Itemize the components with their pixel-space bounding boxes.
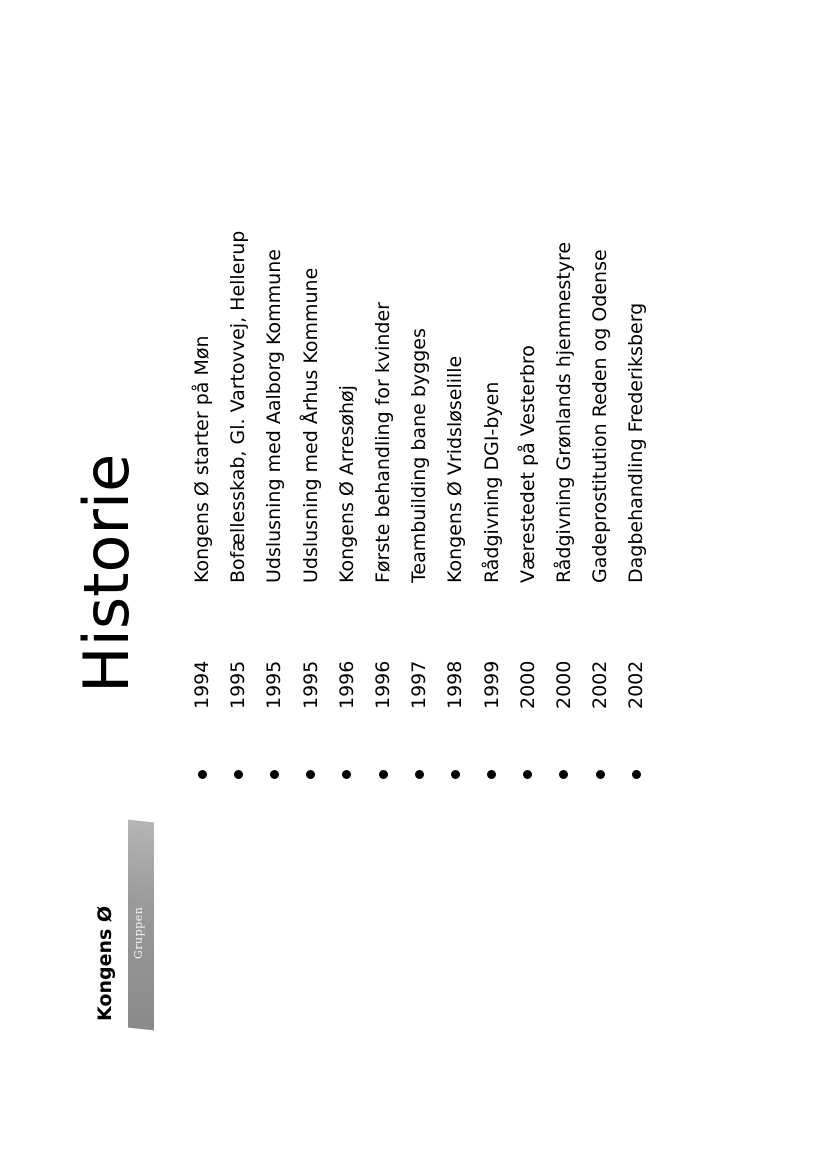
list-item [184,231,220,779]
list-item [546,231,582,779]
event: Teambuilding bane bygges [408,328,431,583]
list-item [618,231,654,779]
year: 1995 [227,660,250,709]
page-title: Historie [70,453,143,693]
list-item [256,231,292,779]
event: Værestedet på Vesterbro [516,345,539,583]
event: Kongens Ø Arresøhøj [335,385,358,583]
bullet-icon [523,770,532,779]
year: 1995 [299,660,322,709]
history-list [184,231,654,779]
event: Første behandling for kvinder [372,302,395,583]
bullet-icon [415,770,424,779]
bullet-icon [487,770,496,779]
year: 1998 [444,660,467,709]
event: Udslusning med Aalborg Kommune [263,249,286,583]
bullet-icon [451,770,460,779]
event: Rådgivning Grønlands hjemmestyre [552,241,575,583]
event: Gadeprostitution Reden og Odense [589,249,612,583]
year: 1997 [408,660,431,709]
list-item [365,231,401,779]
bullet-icon [270,770,279,779]
event: Kongens Ø Vridsløselille [444,355,467,583]
bullet-icon [234,770,243,779]
bullet-icon [596,770,605,779]
list-item [582,231,618,779]
year: 2000 [552,660,575,709]
list-item [474,231,510,779]
bullet-icon [559,770,568,779]
bullet-icon [198,770,207,779]
logo-subtitle: Gruppen [132,906,145,959]
bullet-icon [379,770,388,779]
event: Rådgivning DGI-byen [480,381,503,583]
year: 1996 [335,660,358,709]
event: Udslusning med Århus Kommune [299,267,322,583]
year: 2002 [589,660,612,709]
list-item [510,231,546,779]
list-item [293,231,329,779]
bullet-icon [342,770,351,779]
bullet-icon [632,770,641,779]
list-item [401,231,437,779]
event: Bofællesskab, Gl. Vartovvej, Hellerup [227,230,250,583]
list-item [437,231,473,779]
event: Kongens Ø starter på Møn [191,335,214,583]
kongens-o-logo [92,819,160,1029]
list-item [220,231,256,779]
year: 1994 [191,660,214,709]
bullet-icon [306,770,315,779]
event: Dagbehandling Frederiksberg [625,302,648,583]
list-item [329,231,365,779]
year: 2000 [516,660,539,709]
logo-name: Kongens Ø [94,905,116,1021]
year: 1996 [372,660,395,709]
year: 1999 [480,660,503,709]
year: 2002 [625,660,648,709]
year: 1995 [263,660,286,709]
